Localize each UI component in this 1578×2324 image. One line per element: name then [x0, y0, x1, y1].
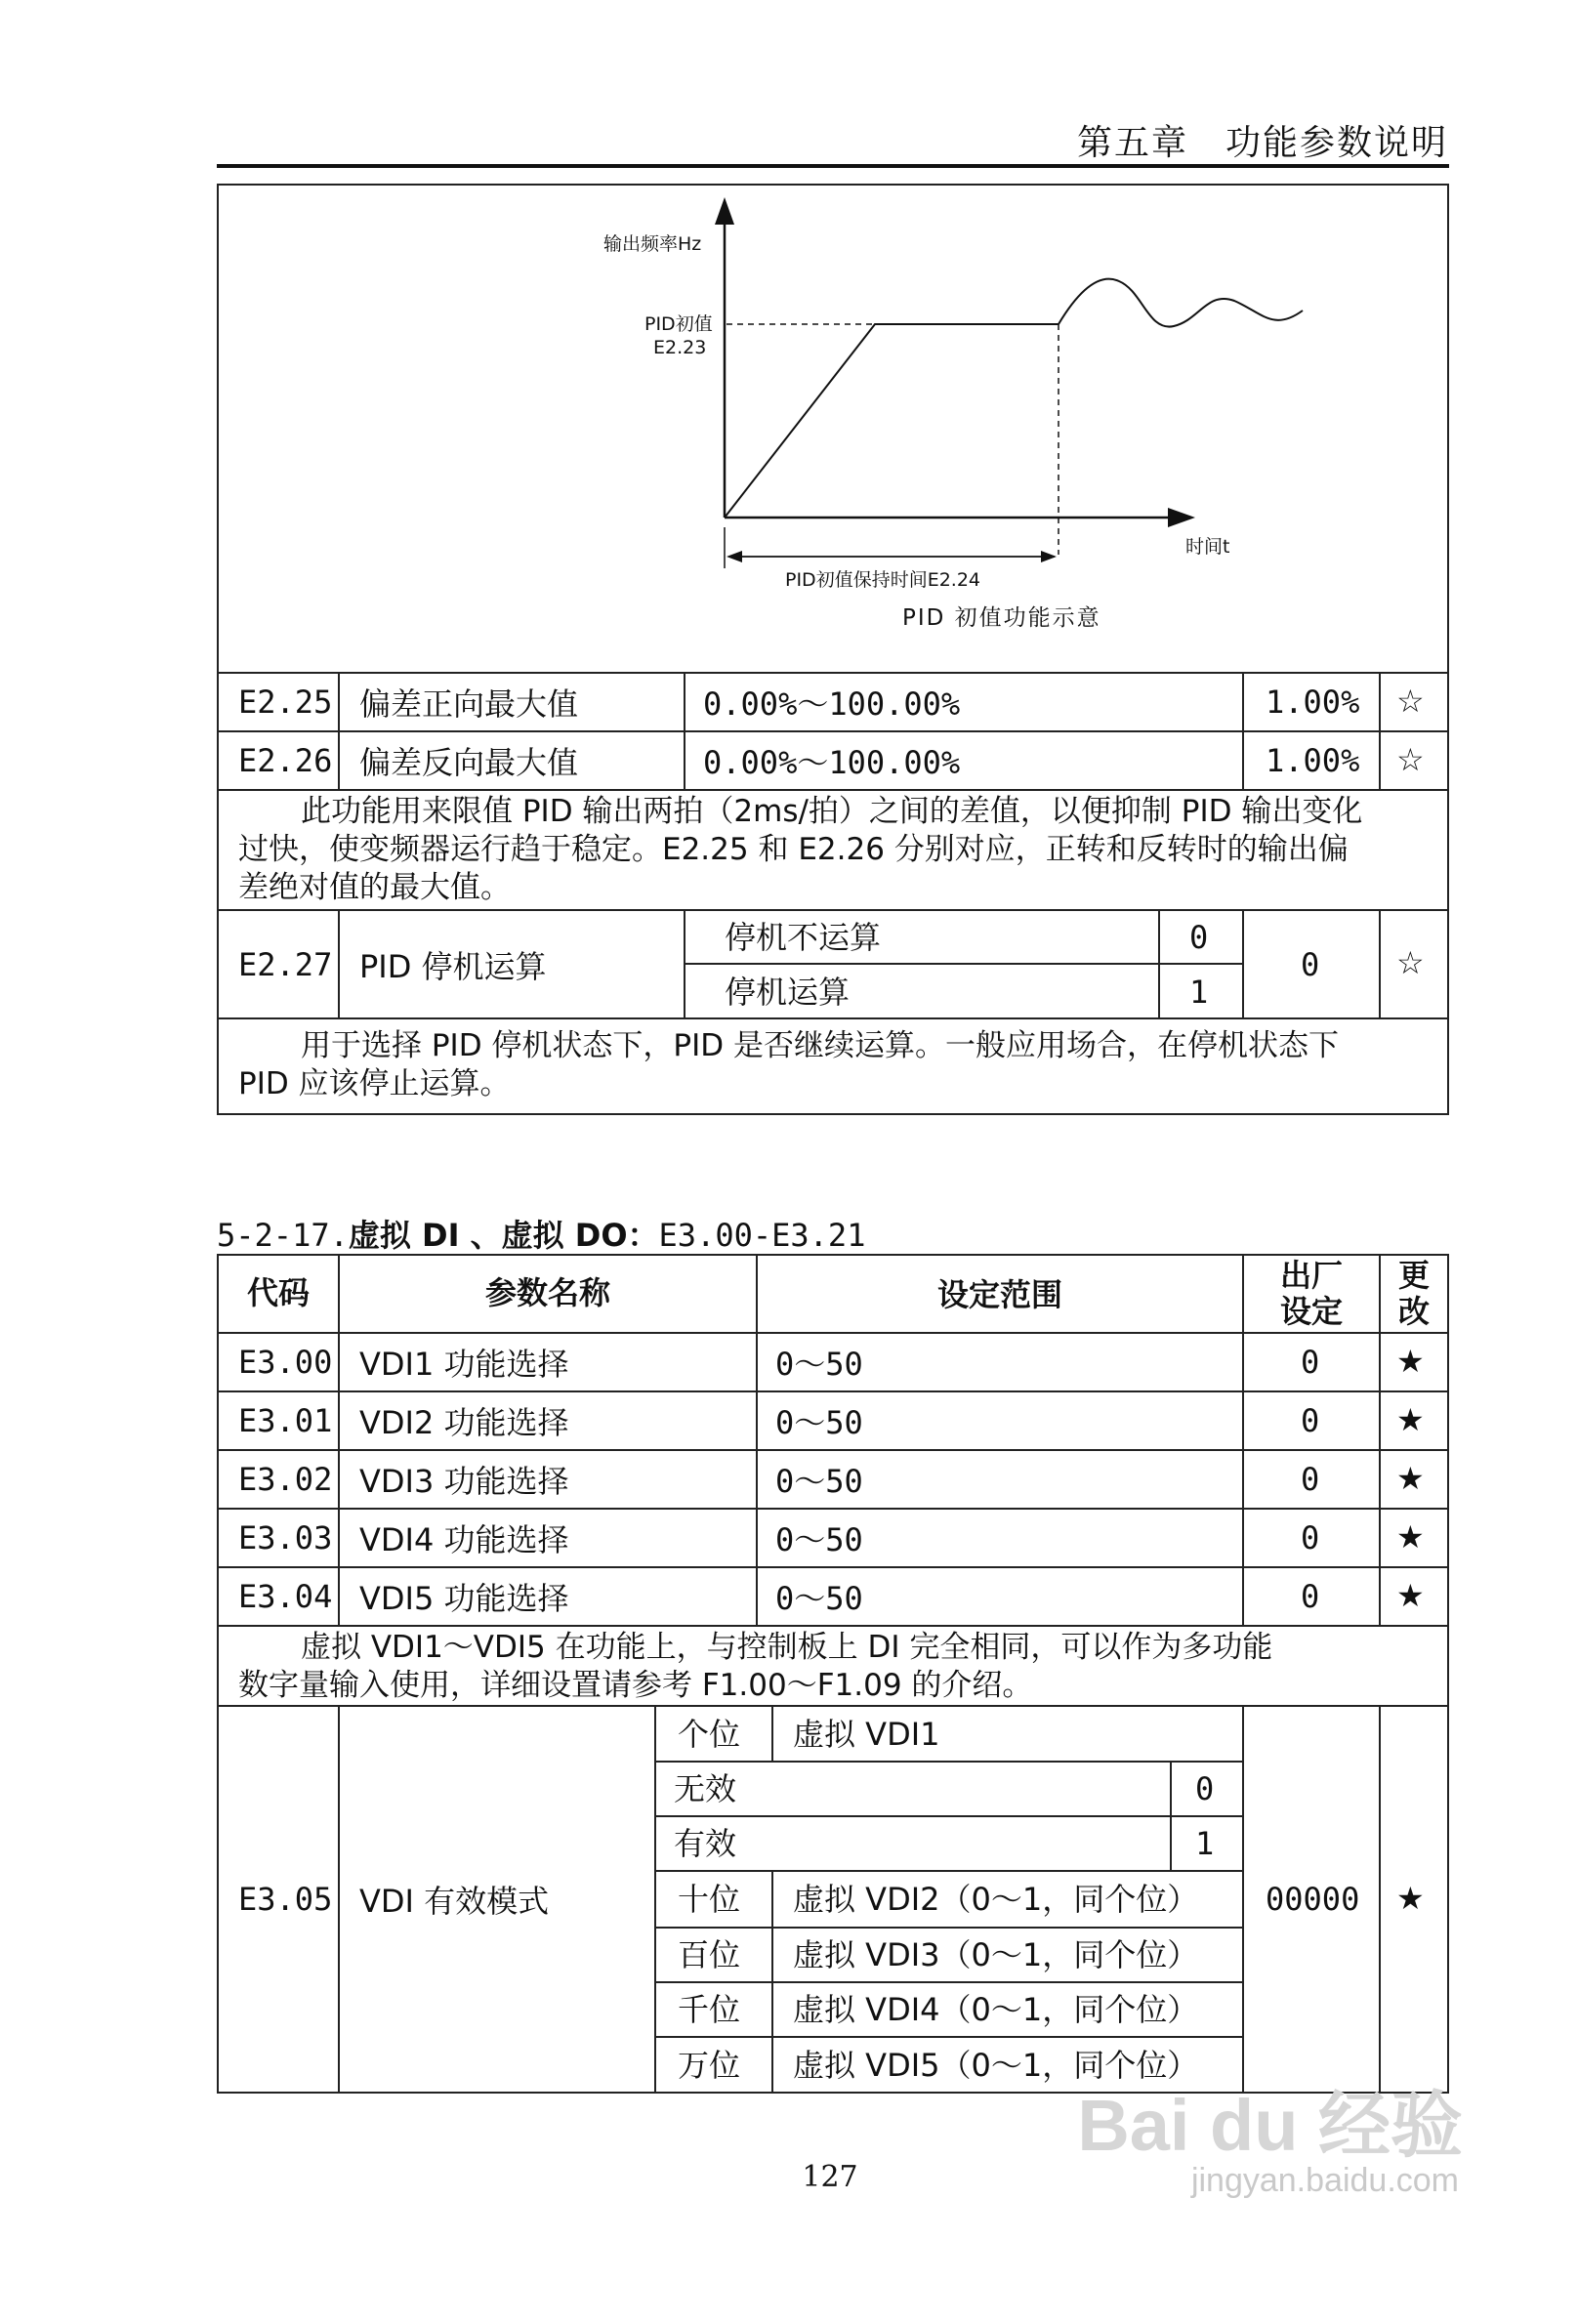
digit-hundreds: 百位 [678, 1936, 741, 1973]
description-e2-27: 用于选择 PID 停机状态下，PID 是否继续运算。一般应用场合，在停机状态下 PID 应该停止运算。 [238, 1028, 1339, 1101]
x-axis-arrow [1168, 508, 1195, 527]
column-header-default: 出厂 设定 [1279, 1257, 1343, 1330]
option-invalid-value: 0 [1195, 1770, 1215, 1807]
param-name-e3-03: VDI4 功能选择 [359, 1521, 569, 1558]
param-name-e3-02: VDI3 功能选择 [359, 1463, 569, 1500]
column-header-range: 设定范围 [936, 1276, 1062, 1313]
description-e3-00-04: 虚拟 VDI1～VDI5 在功能上，与控制板上 DI 完全相同，可以作为多功能 数字量输入使用，详细设置请参考 F1.00～F1.09 的介绍。 [238, 1630, 1273, 1703]
param-default-e3-02: 0 [1301, 1461, 1320, 1498]
option-no-stop-calc: 停机不运算 [725, 919, 882, 956]
description-e2-25-26: 此功能用来限值 PID 输出两拍（2ms/拍）之间的差值，以便抑制 PID 输出变化 过快，使变频器运行趋于稳定。E2.25 和 E2.26 分别对应，正转和反转时的输出偏 差绝对值的最大值。 [238, 794, 1363, 905]
change-mark-e3-05: ★ [1396, 1880, 1425, 1917]
pid-initial-code: E2.23 [653, 337, 707, 358]
option-valid: 有效 [674, 1825, 737, 1862]
param-code-e3-02: E3.02 [238, 1461, 333, 1498]
digit-thousands: 千位 [678, 1991, 741, 2028]
header-rule [217, 164, 1449, 168]
chapter-title: 第五章 功能参数说明 [1076, 123, 1448, 163]
digit-units: 个位 [678, 1716, 741, 1753]
param-default-e3-04: 0 [1301, 1578, 1320, 1615]
column-header-change: 更 改 [1397, 1257, 1430, 1330]
param-default-e3-05: 00000 [1266, 1881, 1360, 1918]
option-value-0: 0 [1189, 919, 1209, 956]
param-name-e3-05: VDI 有效模式 [359, 1883, 550, 1920]
param-range-e2-25: 0.00%～100.00% [703, 685, 961, 723]
param-code-e3-04: E3.04 [238, 1578, 333, 1615]
column-header-code: 代码 [246, 1274, 310, 1311]
digit-ten-thousands-text: 虚拟 VDI5（0～1，同个位） [793, 2047, 1199, 2084]
y-axis-arrow [715, 197, 734, 225]
param-default-e3-01: 0 [1301, 1402, 1320, 1439]
param-name-e2-25: 偏差正向最大值 [359, 685, 579, 723]
param-code-e3-01: E3.01 [238, 1402, 333, 1439]
param-code-e2-26: E2.26 [238, 742, 333, 779]
param-default-e3-03: 0 [1301, 1519, 1320, 1556]
change-mark-e2-25: ☆ [1396, 683, 1425, 720]
option-invalid: 无效 [674, 1770, 737, 1807]
param-default-e3-00: 0 [1301, 1344, 1320, 1381]
x-axis-label: 时间t [1185, 536, 1230, 558]
digit-thousands-text: 虚拟 VDI4（0～1，同个位） [793, 1991, 1199, 2028]
param-name-e2-27: PID 停机运算 [359, 948, 547, 985]
param-name-e3-04: VDI5 功能选择 [359, 1580, 569, 1617]
pid-regulation-curve [1059, 279, 1303, 327]
change-mark-e3-03: ★ [1396, 1518, 1425, 1556]
change-mark-e2-27: ☆ [1396, 944, 1425, 981]
param-range-e3-02: 0～50 [775, 1463, 863, 1500]
digit-units-text: 虚拟 VDI1 [793, 1716, 940, 1753]
pid-initial-value-figure [219, 186, 1447, 672]
param-range-e3-00: 0～50 [775, 1346, 863, 1383]
option-stop-calc: 停机运算 [725, 974, 851, 1011]
digit-ten-thousands: 万位 [678, 2047, 741, 2084]
baidu-watermark-url: jingyan.baidu.com [1190, 2162, 1459, 2199]
change-mark-e3-02: ★ [1396, 1460, 1425, 1497]
param-code-e3-00: E3.00 [238, 1344, 333, 1381]
param-range-e3-01: 0～50 [775, 1404, 863, 1441]
page-number: 127 [802, 2160, 858, 2194]
param-range-e3-04: 0～50 [775, 1580, 863, 1617]
change-mark-e3-01: ★ [1396, 1401, 1425, 1438]
figure-caption: PID 初值功能示意 [902, 605, 1101, 631]
section-title: 5-2-17.虚拟 DI 、虚拟 DO：E3.00-E3.21 [217, 1217, 866, 1254]
option-value-1: 1 [1189, 974, 1209, 1011]
param-name-e2-26: 偏差反向最大值 [359, 744, 579, 781]
param-default-e2-26: 1.00% [1266, 742, 1360, 779]
change-mark-e3-04: ★ [1396, 1577, 1425, 1614]
hold-time-arrow-left [727, 551, 742, 562]
digit-tens-text: 虚拟 VDI2（0～1，同个位） [793, 1881, 1199, 1918]
param-range-e3-03: 0～50 [775, 1521, 863, 1558]
hold-time-arrow-right [1041, 551, 1057, 562]
hold-time-label: PID初值保持时间E2.24 [785, 569, 981, 591]
digit-hundreds-text: 虚拟 VDI3（0～1，同个位） [793, 1936, 1199, 1973]
column-header-name: 参数名称 [484, 1274, 610, 1311]
param-code-e2-25: E2.25 [238, 684, 333, 721]
param-code-e3-03: E3.03 [238, 1519, 333, 1556]
change-mark-e3-00: ★ [1396, 1343, 1425, 1380]
param-range-e2-26: 0.00%～100.00% [703, 744, 961, 781]
param-code-e3-05: E3.05 [238, 1881, 333, 1918]
y-axis-label: 输出频率Hz [603, 233, 702, 255]
param-default-e2-25: 1.00% [1266, 684, 1360, 721]
param-name-e3-01: VDI2 功能选择 [359, 1404, 569, 1441]
frequency-curve [725, 324, 1059, 518]
baidu-watermark-logo: Bai du 经验 [1077, 2085, 1463, 2166]
option-valid-value: 1 [1195, 1825, 1215, 1862]
pid-initial-label: PID初值 [644, 313, 713, 335]
param-code-e2-27: E2.27 [238, 946, 333, 983]
digit-tens: 十位 [678, 1881, 741, 1918]
param-default-e2-27: 0 [1301, 946, 1320, 983]
change-mark-e2-26: ☆ [1396, 741, 1425, 778]
param-name-e3-00: VDI1 功能选择 [359, 1346, 569, 1383]
